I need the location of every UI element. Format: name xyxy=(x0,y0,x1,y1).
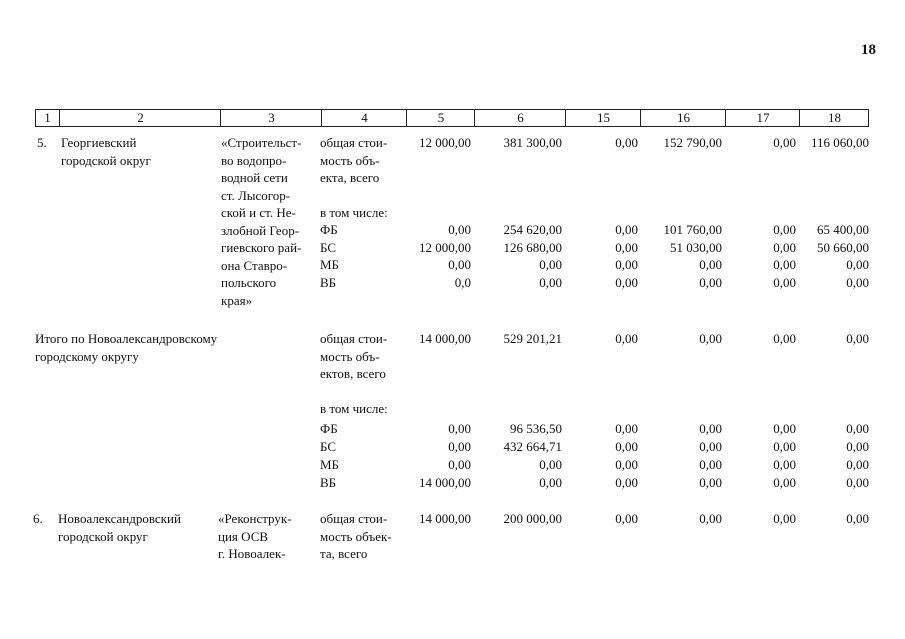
value-cell: 0,00 xyxy=(615,274,638,290)
district-name: городской округ xyxy=(61,152,151,168)
object-name: она Ставро- xyxy=(221,257,288,273)
value-cell: 0,00 xyxy=(615,475,638,490)
subtotal-title: Итого по Новоалександровскому xyxy=(35,331,218,346)
object-name: польского xyxy=(221,275,277,290)
value-cell: 0,00 xyxy=(448,439,471,454)
value-cell: 254 620,00 xyxy=(503,222,562,237)
header-col-17: 17 xyxy=(725,110,800,126)
value-cell: 152 790,00 xyxy=(663,135,722,150)
header-col-6: 6 xyxy=(474,110,566,126)
object-name: гиевского рай- xyxy=(221,240,302,255)
district-name: Георгиевский xyxy=(61,135,137,150)
header-col-15: 15 xyxy=(565,110,641,126)
cost-label: та, всего xyxy=(320,546,368,561)
value-cell: 0,00 xyxy=(773,257,796,272)
fund-label: ФБ xyxy=(320,421,338,436)
fund-label: БС xyxy=(320,439,337,454)
value-cell: 0,00 xyxy=(699,475,722,490)
value-cell: 14 000,00 xyxy=(419,331,471,346)
header-col-18: 18 xyxy=(799,110,869,126)
value-cell: 50 660,00 xyxy=(817,239,869,255)
object-name: г. Новоалек- xyxy=(218,546,286,561)
value-cell: 0,00 xyxy=(615,511,638,526)
object-name: во водопро- xyxy=(221,152,287,168)
cost-label: общая стои- xyxy=(320,135,388,150)
value-cell: 0,00 xyxy=(846,274,869,290)
including-label: в том числе: xyxy=(320,205,388,220)
object-name: водной сети xyxy=(221,170,288,185)
value-cell: 0,00 xyxy=(448,457,471,472)
value-cell: 0,00 xyxy=(615,421,638,436)
value-cell: 200 000,00 xyxy=(503,511,562,526)
cost-label: общая стои- xyxy=(320,511,388,526)
value-cell: 0,00 xyxy=(846,457,869,472)
value-cell: 0,00 xyxy=(773,222,796,237)
value-cell: 0,00 xyxy=(773,439,796,454)
value-cell: 0,00 xyxy=(539,257,562,272)
including-label: в том числе: xyxy=(320,401,388,416)
header-col-2: 2 xyxy=(59,110,221,126)
fund-label: ВБ xyxy=(320,274,337,290)
cost-label: общая стои- xyxy=(320,331,388,346)
value-cell: 0,00 xyxy=(615,257,638,272)
object-name: края» xyxy=(221,292,253,308)
value-cell: 0,00 xyxy=(699,457,722,472)
value-cell: 0,00 xyxy=(846,331,869,346)
value-cell: 0,00 xyxy=(846,511,869,526)
object-name: «Строительст- xyxy=(221,135,302,150)
cost-label: мость объ- xyxy=(320,152,380,168)
value-cell: 116 060,00 xyxy=(810,135,869,150)
value-cell: 0,00 xyxy=(846,257,869,272)
value-cell: 0,00 xyxy=(615,222,638,237)
page-number: 18 xyxy=(861,42,876,58)
value-cell: 0,00 xyxy=(773,421,796,436)
value-cell: 0,00 xyxy=(773,331,796,346)
value-cell: 12 000,00 xyxy=(419,239,471,255)
value-cell: 0,00 xyxy=(699,331,722,346)
value-cell: 0,00 xyxy=(773,475,796,490)
header-col-5: 5 xyxy=(406,110,475,126)
value-cell: 0,00 xyxy=(615,239,638,255)
object-name: ция ОСВ xyxy=(218,528,269,544)
value-cell: 0,00 xyxy=(773,511,796,526)
object-name: злобной Геор- xyxy=(221,222,300,238)
row-number: 6. xyxy=(33,511,43,526)
value-cell: 0,00 xyxy=(539,457,562,472)
value-cell: 14 000,00 xyxy=(419,511,471,526)
object-name: «Реконструк- xyxy=(218,511,292,526)
value-cell: 0,00 xyxy=(699,511,722,526)
value-cell: 12 000,00 xyxy=(419,135,471,150)
value-cell: 0,0 xyxy=(454,274,471,290)
value-cell: 101 760,00 xyxy=(663,222,722,237)
value-cell: 0,00 xyxy=(773,135,796,150)
value-cell: 432 664,71 xyxy=(503,439,562,454)
value-cell: 126 680,00 xyxy=(503,239,562,255)
fund-label: МБ xyxy=(320,257,340,272)
value-cell: 0,00 xyxy=(615,135,638,150)
fund-label: ФБ xyxy=(320,222,338,237)
value-cell: 0,00 xyxy=(773,239,796,255)
fund-label: МБ xyxy=(320,457,340,472)
value-cell: 0,00 xyxy=(615,331,638,346)
value-cell: 0,00 xyxy=(699,257,722,272)
value-cell: 14 000,00 xyxy=(419,475,471,490)
value-cell: 0,00 xyxy=(448,222,471,237)
header-col-16: 16 xyxy=(640,110,726,126)
value-cell: 0,00 xyxy=(615,439,638,454)
value-cell: 0,00 xyxy=(773,274,796,290)
value-cell: 96 536,50 xyxy=(510,421,562,436)
fund-label: БС xyxy=(320,239,337,255)
value-cell: 0,00 xyxy=(448,257,471,272)
cost-label: мость объ- xyxy=(320,348,380,364)
value-cell: 0,00 xyxy=(699,421,722,436)
value-cell: 0,00 xyxy=(699,439,722,454)
cost-label: ектов, всего xyxy=(320,366,386,381)
header-col-1: 1 xyxy=(44,110,51,125)
district-name: Новоалександровский xyxy=(58,511,181,526)
value-cell: 0,00 xyxy=(846,439,869,454)
row-number: 5. xyxy=(37,135,47,150)
value-cell: 0,00 xyxy=(699,274,722,290)
value-cell: 529 201,21 xyxy=(503,331,562,346)
value-cell: 381 300,00 xyxy=(503,135,562,150)
object-name: ской и ст. Не- xyxy=(221,205,296,220)
value-cell: 0,00 xyxy=(773,457,796,472)
header-col-4: 4 xyxy=(321,110,407,126)
value-cell: 0,00 xyxy=(846,475,869,490)
value-cell: 0,00 xyxy=(615,457,638,472)
subtotal-title: городскому округу xyxy=(35,348,139,364)
object-name: ст. Лысогор- xyxy=(221,187,291,203)
value-cell: 0,00 xyxy=(448,421,471,436)
district-name: городской округ xyxy=(58,528,148,544)
fund-label: ВБ xyxy=(320,475,337,490)
header-col-3: 3 xyxy=(220,110,322,126)
cost-label: екта, всего xyxy=(320,170,380,185)
value-cell: 65 400,00 xyxy=(817,222,869,237)
table-header xyxy=(35,109,869,127)
value-cell: 0,00 xyxy=(539,475,562,490)
value-cell: 51 030,00 xyxy=(670,239,722,255)
value-cell: 0,00 xyxy=(846,421,869,436)
cost-label: мость объек- xyxy=(320,528,392,544)
value-cell: 0,00 xyxy=(539,274,562,290)
